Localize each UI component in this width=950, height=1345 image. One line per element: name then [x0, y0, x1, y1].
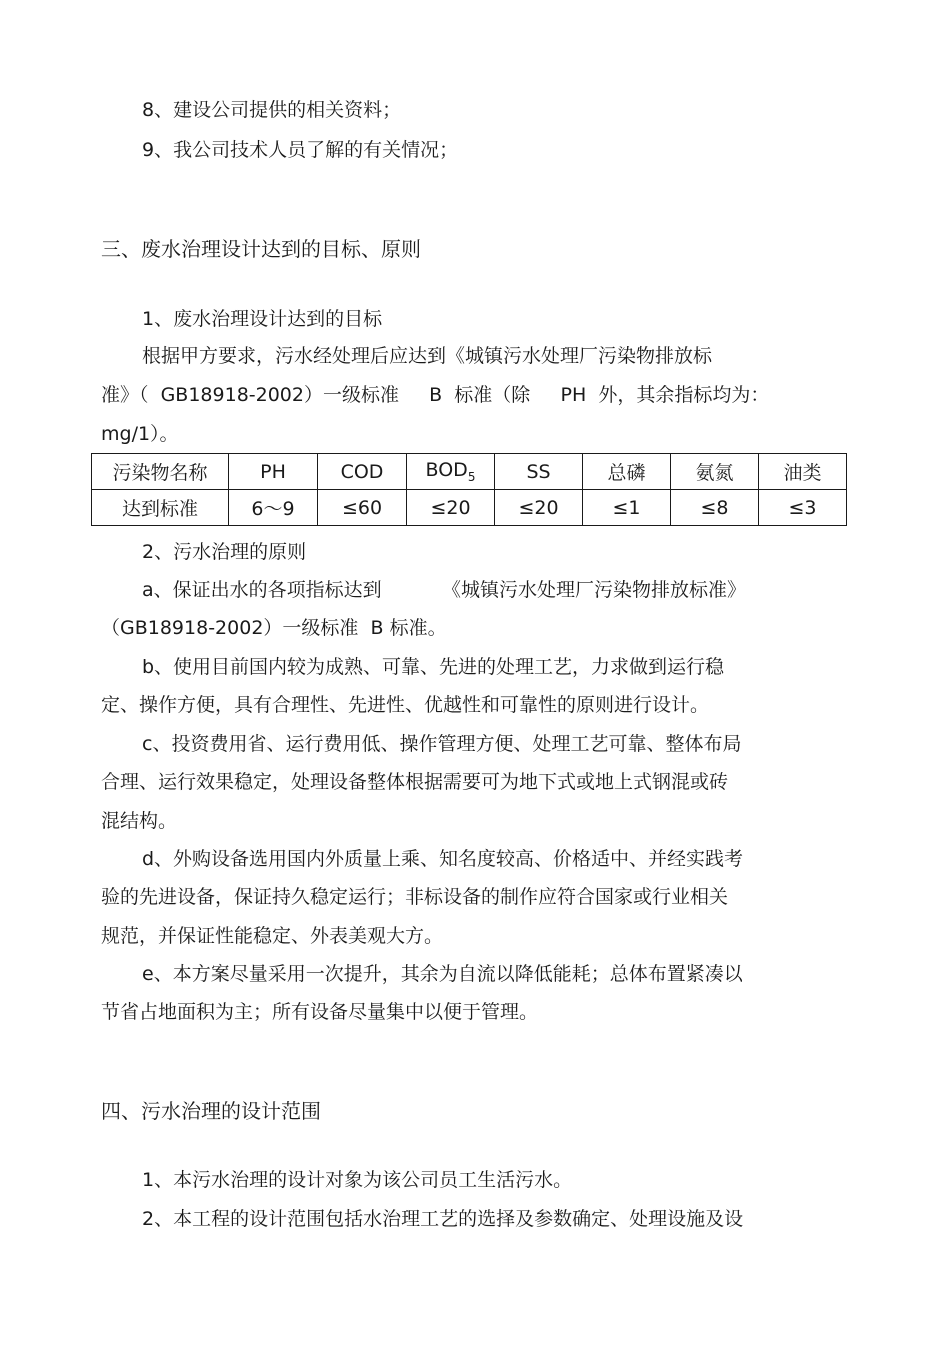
paragraph-line: d、外购设备选用国内外质量上乘、知名度较高、价格适中、并经实践考 [142, 848, 744, 870]
table-header-cell: PH [229, 454, 318, 490]
bod-subscript: 5 [467, 469, 476, 484]
paragraph-line: 定、操作方便，具有合理性、先进性、优越性和可靠性的原则进行设计。 [101, 694, 710, 716]
table-header-cell [407, 454, 495, 490]
table-header-cell: COD [318, 454, 407, 490]
section-4-heading: 四、污水治理的设计范围 [101, 1099, 321, 1123]
paragraph-line: a、保证出水的各项指标达到 《城镇污水处理厂污染物排放标准》 [142, 579, 747, 601]
paragraph-line: e、本方案尽量采用一次提升，其余为自流以降低能耗；总体布置紧凑以 [142, 963, 743, 985]
paragraph-line: 合理、运行效果稳定，处理设备整体根据需要可为地下式或地上式钢混或砖 [101, 771, 729, 793]
table-cell: ≤20 [407, 490, 495, 526]
section-3-subtitle-1: 1、废水治理设计达到的目标 [142, 308, 383, 330]
list-item: 2、本工程的设计范围包括水治理工艺的选择及参数确定、处理设施及设 [142, 1208, 744, 1230]
section-3-heading: 三、废水治理设计达到的目标、原则 [101, 237, 421, 261]
table-header-row [92, 454, 847, 490]
discharge-standard-table [91, 453, 847, 526]
table-cell: ≤3 [759, 490, 847, 526]
table-header-cell: 油类 [759, 454, 847, 490]
paragraph-line: b、使用目前国内较为成熟、可靠、先进的处理工艺，力求做到运行稳 [142, 656, 725, 678]
table-header-cell: SS [495, 454, 583, 490]
table-cell: 6～9 [229, 490, 318, 526]
table-header-cell: 污染物名称 [92, 454, 229, 490]
paragraph-line: 验的先进设备，保证持久稳定运行；非标设备的制作应符合国家或行业相关 [101, 886, 729, 908]
paragraph-line: 准》（ GB18918-2002）一级标准 B 标准（除 PH 外，其余指标均为： [101, 384, 770, 406]
table-cell: ≤8 [671, 490, 759, 526]
paragraph-line: 根据甲方要求，污水经处理后应达到《城镇污水处理厂污染物排放标 [142, 345, 713, 367]
paragraph-line: （GB18918-2002）一级标准 B 标准。 [101, 617, 447, 639]
list-item-8: 8、建设公司提供的相关资料； [142, 99, 402, 121]
table-header-cell: 氨氮 [671, 454, 759, 490]
table-row [92, 490, 847, 526]
paragraph-line: mg/1）。 [101, 423, 179, 445]
table-cell: ≤60 [318, 490, 407, 526]
paragraph-line: 规范，并保证性能稳定、外表美观大方。 [101, 925, 444, 947]
section-3-subtitle-2: 2、污水治理的原则 [142, 541, 307, 563]
bod-label: BOD [425, 459, 468, 482]
list-item-9: 9、我公司技术人员了解的有关情况； [142, 139, 459, 161]
table-cell: ≤20 [495, 490, 583, 526]
paragraph-line: 节省占地面积为主；所有设备尽量集中以便于管理。 [101, 1001, 539, 1023]
paragraph-line: 混结构。 [101, 810, 178, 832]
table-cell: 达到标准 [92, 490, 229, 526]
table-header-cell: 总磷 [583, 454, 671, 490]
table-cell: ≤1 [583, 490, 671, 526]
paragraph-line: c、投资费用省、运行费用低、操作管理方便、处理工艺可靠、整体布局 [142, 733, 742, 755]
list-item: 1、本污水治理的设计对象为该公司员工生活污水。 [142, 1169, 573, 1191]
